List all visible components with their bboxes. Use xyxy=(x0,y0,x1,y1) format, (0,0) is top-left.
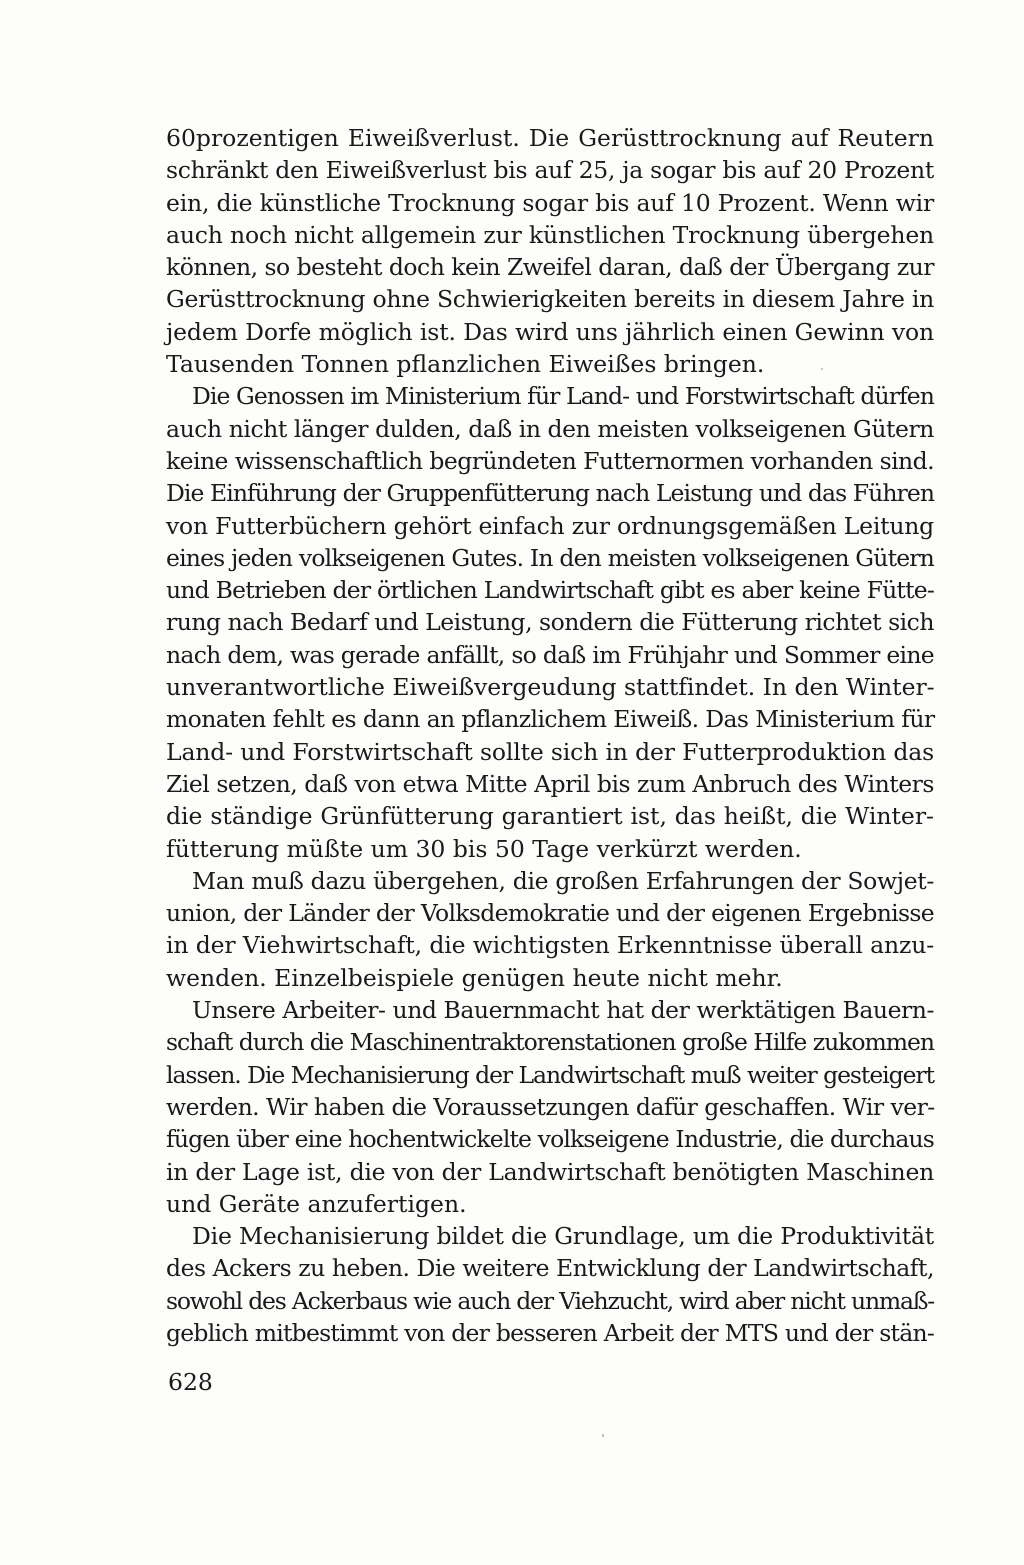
paragraph xyxy=(166,865,934,994)
text-line: wenden. Einzelbeispiele genügen heute nicht mehr. xyxy=(166,963,783,992)
text-line: und Geräte anzufertigen. xyxy=(166,1189,467,1218)
text-line: 60prozentigen Eiweißverlust. Die Gerüsttrocknung auf Reutern xyxy=(166,124,934,152)
text-line: des Ackers zu heben. Die weitere Entwicklung der Landwirtschaft, xyxy=(166,1254,934,1283)
paper-speck xyxy=(821,368,823,370)
text-line: Man muß dazu übergehen, die großen Erfahrungen der Sowjet- xyxy=(192,866,935,895)
text-line: keine wissenschaftlich begründeten Futternormen vorhanden sind. xyxy=(166,446,934,475)
text-line: auch nicht länger dulden, daß in den meisten volkseigenen Gütern xyxy=(166,414,934,443)
text-line: können, so besteht doch kein Zweifel daran, daß der Übergang zur xyxy=(166,253,935,282)
text-line: fütterung müßte um 30 bis 50 Tage verkürzt werden. xyxy=(166,834,802,863)
text-line: werden. Wir haben die Voraussetzungen dafür geschaffen. Wir ver- xyxy=(166,1092,935,1121)
paragraph xyxy=(166,122,934,380)
text-line: rung nach Bedarf und Leistung, sondern die Fütterung richtet sich xyxy=(166,608,934,637)
text-line: Die Genossen im Ministerium für Land- und Forstwirtschaft dürfen xyxy=(192,382,934,411)
text-line: monaten fehlt es dann an pflanzlichem Eiweiß. Das Ministerium für xyxy=(166,705,935,734)
paper-speck xyxy=(602,1434,604,1437)
text-line: geblich mitbestimmt von der besseren Arbeit der MTS und der stän- xyxy=(166,1318,934,1347)
body-text xyxy=(166,122,934,1349)
text-line: Land- und Forstwirtschaft sollte sich in der Futterproduktion das xyxy=(166,737,934,766)
text-line: Unsere Arbeiter- und Bauernmacht hat der werktätigen Bauern- xyxy=(192,996,934,1025)
text-line: sowohl des Ackerbaus wie auch der Viehzucht, wird aber nicht unmaß- xyxy=(166,1286,935,1315)
paragraph xyxy=(166,380,934,864)
text-line: schaft durch die Maschinentraktorenstationen große Hilfe zukommen xyxy=(166,1028,935,1057)
text-line: und Betrieben der örtlichen Landwirtschaft gibt es aber keine Fütte- xyxy=(166,576,934,605)
text-line: Die Einführung der Gruppenfütterung nach Leistung und das Führen xyxy=(166,479,935,508)
text-line: Gerüsttrocknung ohne Schwierigkeiten bereits in diesem Jahre in xyxy=(166,285,934,314)
text-line: die ständige Grünfütterung garantiert ist, das heißt, die Winter- xyxy=(166,802,934,831)
text-line: von Futterbüchern gehört einfach zur ordnungsgemäßen Leitung xyxy=(166,511,934,540)
text-line: Die Mechanisierung bildet die Grundlage, um die Produktivität xyxy=(192,1222,935,1251)
text-line: in der Viehwirtschaft, die wichtigsten Erkenntnisse überall anzu- xyxy=(166,931,934,960)
text-line: lassen. Die Mechanisierung der Landwirtschaft muß weiter gesteigert xyxy=(166,1060,934,1089)
text-line: auch noch nicht allgemein zur künstlichen Trocknung übergehen xyxy=(166,220,934,249)
page-number: 628 xyxy=(168,1368,213,1396)
text-line: ein, die künstliche Trocknung sogar bis auf 10 Prozent. Wenn wir xyxy=(166,188,934,217)
text-line: jedem Dorfe möglich ist. Das wird uns jährlich einen Gewinn von xyxy=(166,317,935,346)
paragraph xyxy=(166,1220,934,1349)
text-line: unverantwortliche Eiweißvergeudung stattfindet. In den Winter- xyxy=(166,673,935,702)
text-line: schränkt den Eiweißverlust bis auf 25, ja sogar bis auf 20 Prozent xyxy=(166,156,934,185)
paragraph xyxy=(166,994,934,1220)
text-line: Ziel setzen, daß von etwa Mitte April bis zum Anbruch des Winters xyxy=(166,769,934,798)
text-line: fügen über eine hochentwickelte volkseigene Industrie, die durchaus xyxy=(166,1125,934,1154)
text-line: in der Lage ist, die von der Landwirtschaft benötigten Maschinen xyxy=(166,1157,934,1186)
text-line: union, der Länder der Volksdemokratie und der eigenen Ergebnisse xyxy=(166,899,934,928)
text-line: nach dem, was gerade anfällt, so daß im Frühjahr und Sommer eine xyxy=(166,640,934,669)
text-line: eines jeden volkseigenen Gutes. In den meisten volkseigenen Gütern xyxy=(166,543,934,572)
text-line: Tausenden Tonnen pflanzlichen Eiweißes bringen. xyxy=(166,350,765,379)
